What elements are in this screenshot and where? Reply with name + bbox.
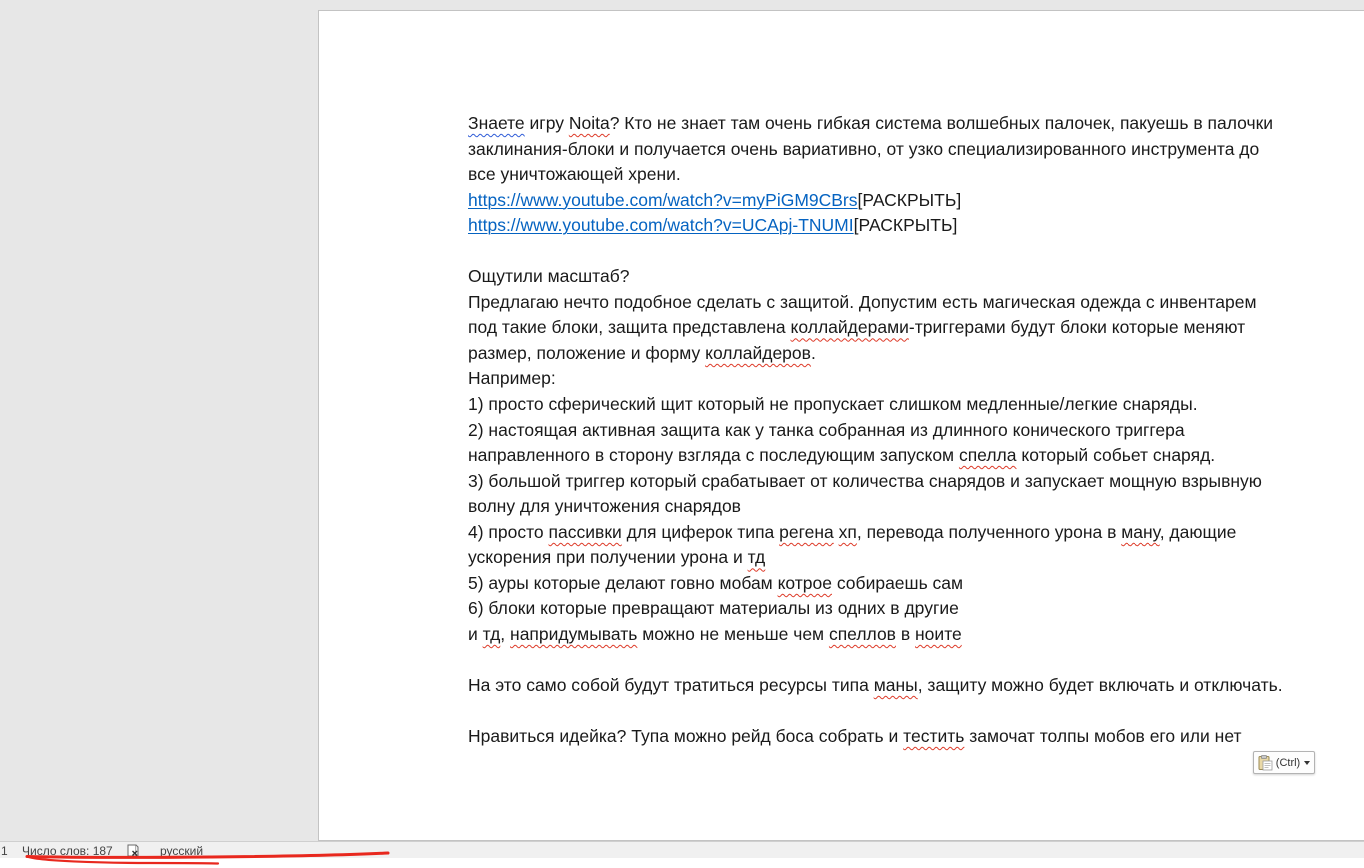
text-segment: 6) блоки которые превращают материалы из одних в другие xyxy=(468,598,959,619)
text-line xyxy=(468,494,1283,520)
misspelled-word: маны xyxy=(873,675,918,696)
text-line xyxy=(468,418,1283,444)
text-segment: 5) ауры которые делают говно мобам xyxy=(468,572,778,593)
text-segment: и xyxy=(468,623,483,644)
text-segment: Предлагаю нечто подобное сделать с защитой. Допустим есть магическая одежда с инвентарем xyxy=(468,291,1257,312)
text-line xyxy=(468,622,1283,648)
text-segment: Нравиться идейка? Тупа можно рейд боса собрать и xyxy=(468,726,904,747)
hyperlink[interactable]: https://www.youtube.com/watch?v=myPiGM9CBrs xyxy=(468,189,858,210)
misspelled-word: спелла xyxy=(958,445,1017,466)
text-line xyxy=(468,290,1283,316)
text-segment: , перевода полученного урона в xyxy=(856,521,1122,542)
text-segment: все уничтожающей хрени. xyxy=(468,164,681,185)
text-line xyxy=(468,239,1283,265)
paste-options-label: (Ctrl) xyxy=(1275,756,1301,769)
status-bar xyxy=(0,841,1364,858)
text-segment: 1) просто сферический щит который не пропускает слишком медленные/легкие снаряды. xyxy=(468,394,1198,415)
text-segment: Ощутили масштаб? xyxy=(468,266,630,287)
text-segment: Например: xyxy=(468,368,556,389)
text-line xyxy=(468,724,1283,750)
text-segment: волну для уничтожения снарядов xyxy=(468,496,741,517)
text-segment: размер, положение и форму xyxy=(468,342,706,363)
misspelled-word: ману xyxy=(1121,521,1160,542)
text-segment: в xyxy=(895,623,916,644)
text-segment: [РАСКРЫТЬ] xyxy=(857,189,962,210)
text-segment: 4) просто xyxy=(468,521,549,542)
misspelled-word: коллайдеров xyxy=(705,342,811,363)
text-segment: ? Кто не знает там очень гибкая система волшебных палочек, пакуешь в палочки xyxy=(609,113,1273,133)
text-line xyxy=(468,673,1283,699)
text-line xyxy=(468,162,1283,188)
misspelled-word: коллайдерами xyxy=(790,317,909,338)
misspelled-word: хп xyxy=(838,521,857,542)
text-segment: , защиту можно будет включать и отключать. xyxy=(917,675,1283,696)
text-line xyxy=(468,469,1283,495)
misspelled-word: тд xyxy=(747,547,766,568)
text-line xyxy=(468,392,1283,418)
text-line xyxy=(468,213,1283,239)
text-segment: собираешь сам xyxy=(832,572,964,593)
text-segment: , дающие xyxy=(1159,521,1237,542)
word-count[interactable]: Число слов: 187 xyxy=(22,844,113,858)
misspelled-word: регена xyxy=(779,521,834,542)
text-line xyxy=(468,341,1283,367)
text-segment: 3) большой триггер который срабатывает от количества снарядов и запускает мощную взрывную xyxy=(468,470,1262,491)
hyperlink[interactable]: https://www.youtube.com/watch?v=UCApj-TNUMI xyxy=(468,215,854,236)
text-segment: ускорения при получении урона и xyxy=(468,547,748,568)
language-status[interactable]: русский xyxy=(160,844,204,858)
text-line xyxy=(468,443,1283,469)
text-segment: игру xyxy=(524,113,569,133)
text-segment: 2) настоящая активная защита как у танка собранная из длинного конического триггера xyxy=(468,419,1185,440)
misspelled-word: напридумывать xyxy=(510,623,638,644)
text-segment: который собьет снаряд. xyxy=(1016,445,1216,466)
text-line xyxy=(468,520,1283,546)
proofing-status-icon[interactable] xyxy=(126,844,140,858)
text-segment: -триггерами будут блоки которые меняют xyxy=(908,317,1246,338)
text-line xyxy=(468,596,1283,622)
misspelled-word: тд xyxy=(482,623,501,644)
misspelled-word: Noita xyxy=(568,113,610,133)
text-segment: можно не меньше чем xyxy=(637,623,829,644)
text-segment: для циферок типа xyxy=(621,521,780,542)
text-segment: На это само собой будут тратиться ресурсы типа xyxy=(468,675,874,696)
text-segment: заклинания-блоки и получается очень вариативно, от узко специализированного инструмента до xyxy=(468,138,1260,159)
misspelled-word: пассивки xyxy=(548,521,622,542)
document-text xyxy=(468,111,1283,750)
text-segment: замочат толпы мобов его или нет xyxy=(964,726,1242,747)
text-segment: . xyxy=(810,342,816,363)
misspelled-word: спеллов xyxy=(828,623,896,644)
misspelled-word: ноите xyxy=(915,623,962,644)
page-indicator[interactable]: 1 xyxy=(1,844,8,858)
paste-options-button[interactable] xyxy=(1253,751,1315,774)
text-segment: направленного в сторону взгляда с последующим запуском xyxy=(468,445,959,466)
text-segment: , xyxy=(500,623,511,644)
text-line xyxy=(468,188,1283,214)
text-line xyxy=(468,137,1283,163)
text-line xyxy=(468,699,1283,725)
text-line xyxy=(468,647,1283,673)
text-line xyxy=(468,264,1283,290)
clipboard-icon xyxy=(1258,755,1273,771)
misspelled-word: котрое xyxy=(777,572,832,593)
text-line xyxy=(468,111,1283,137)
misspelled-word: тестить xyxy=(903,726,965,747)
text-line xyxy=(468,545,1283,571)
text-segment: под такие блоки, защита представлена xyxy=(468,317,791,338)
text-line xyxy=(468,571,1283,597)
text-line xyxy=(468,366,1283,392)
text-segment: [РАСКРЫТЬ] xyxy=(853,215,958,236)
chevron-down-icon xyxy=(1304,761,1310,765)
document-page[interactable] xyxy=(318,10,1364,841)
text-line xyxy=(468,315,1283,341)
grammar-flagged-word: Знаете xyxy=(468,113,525,133)
